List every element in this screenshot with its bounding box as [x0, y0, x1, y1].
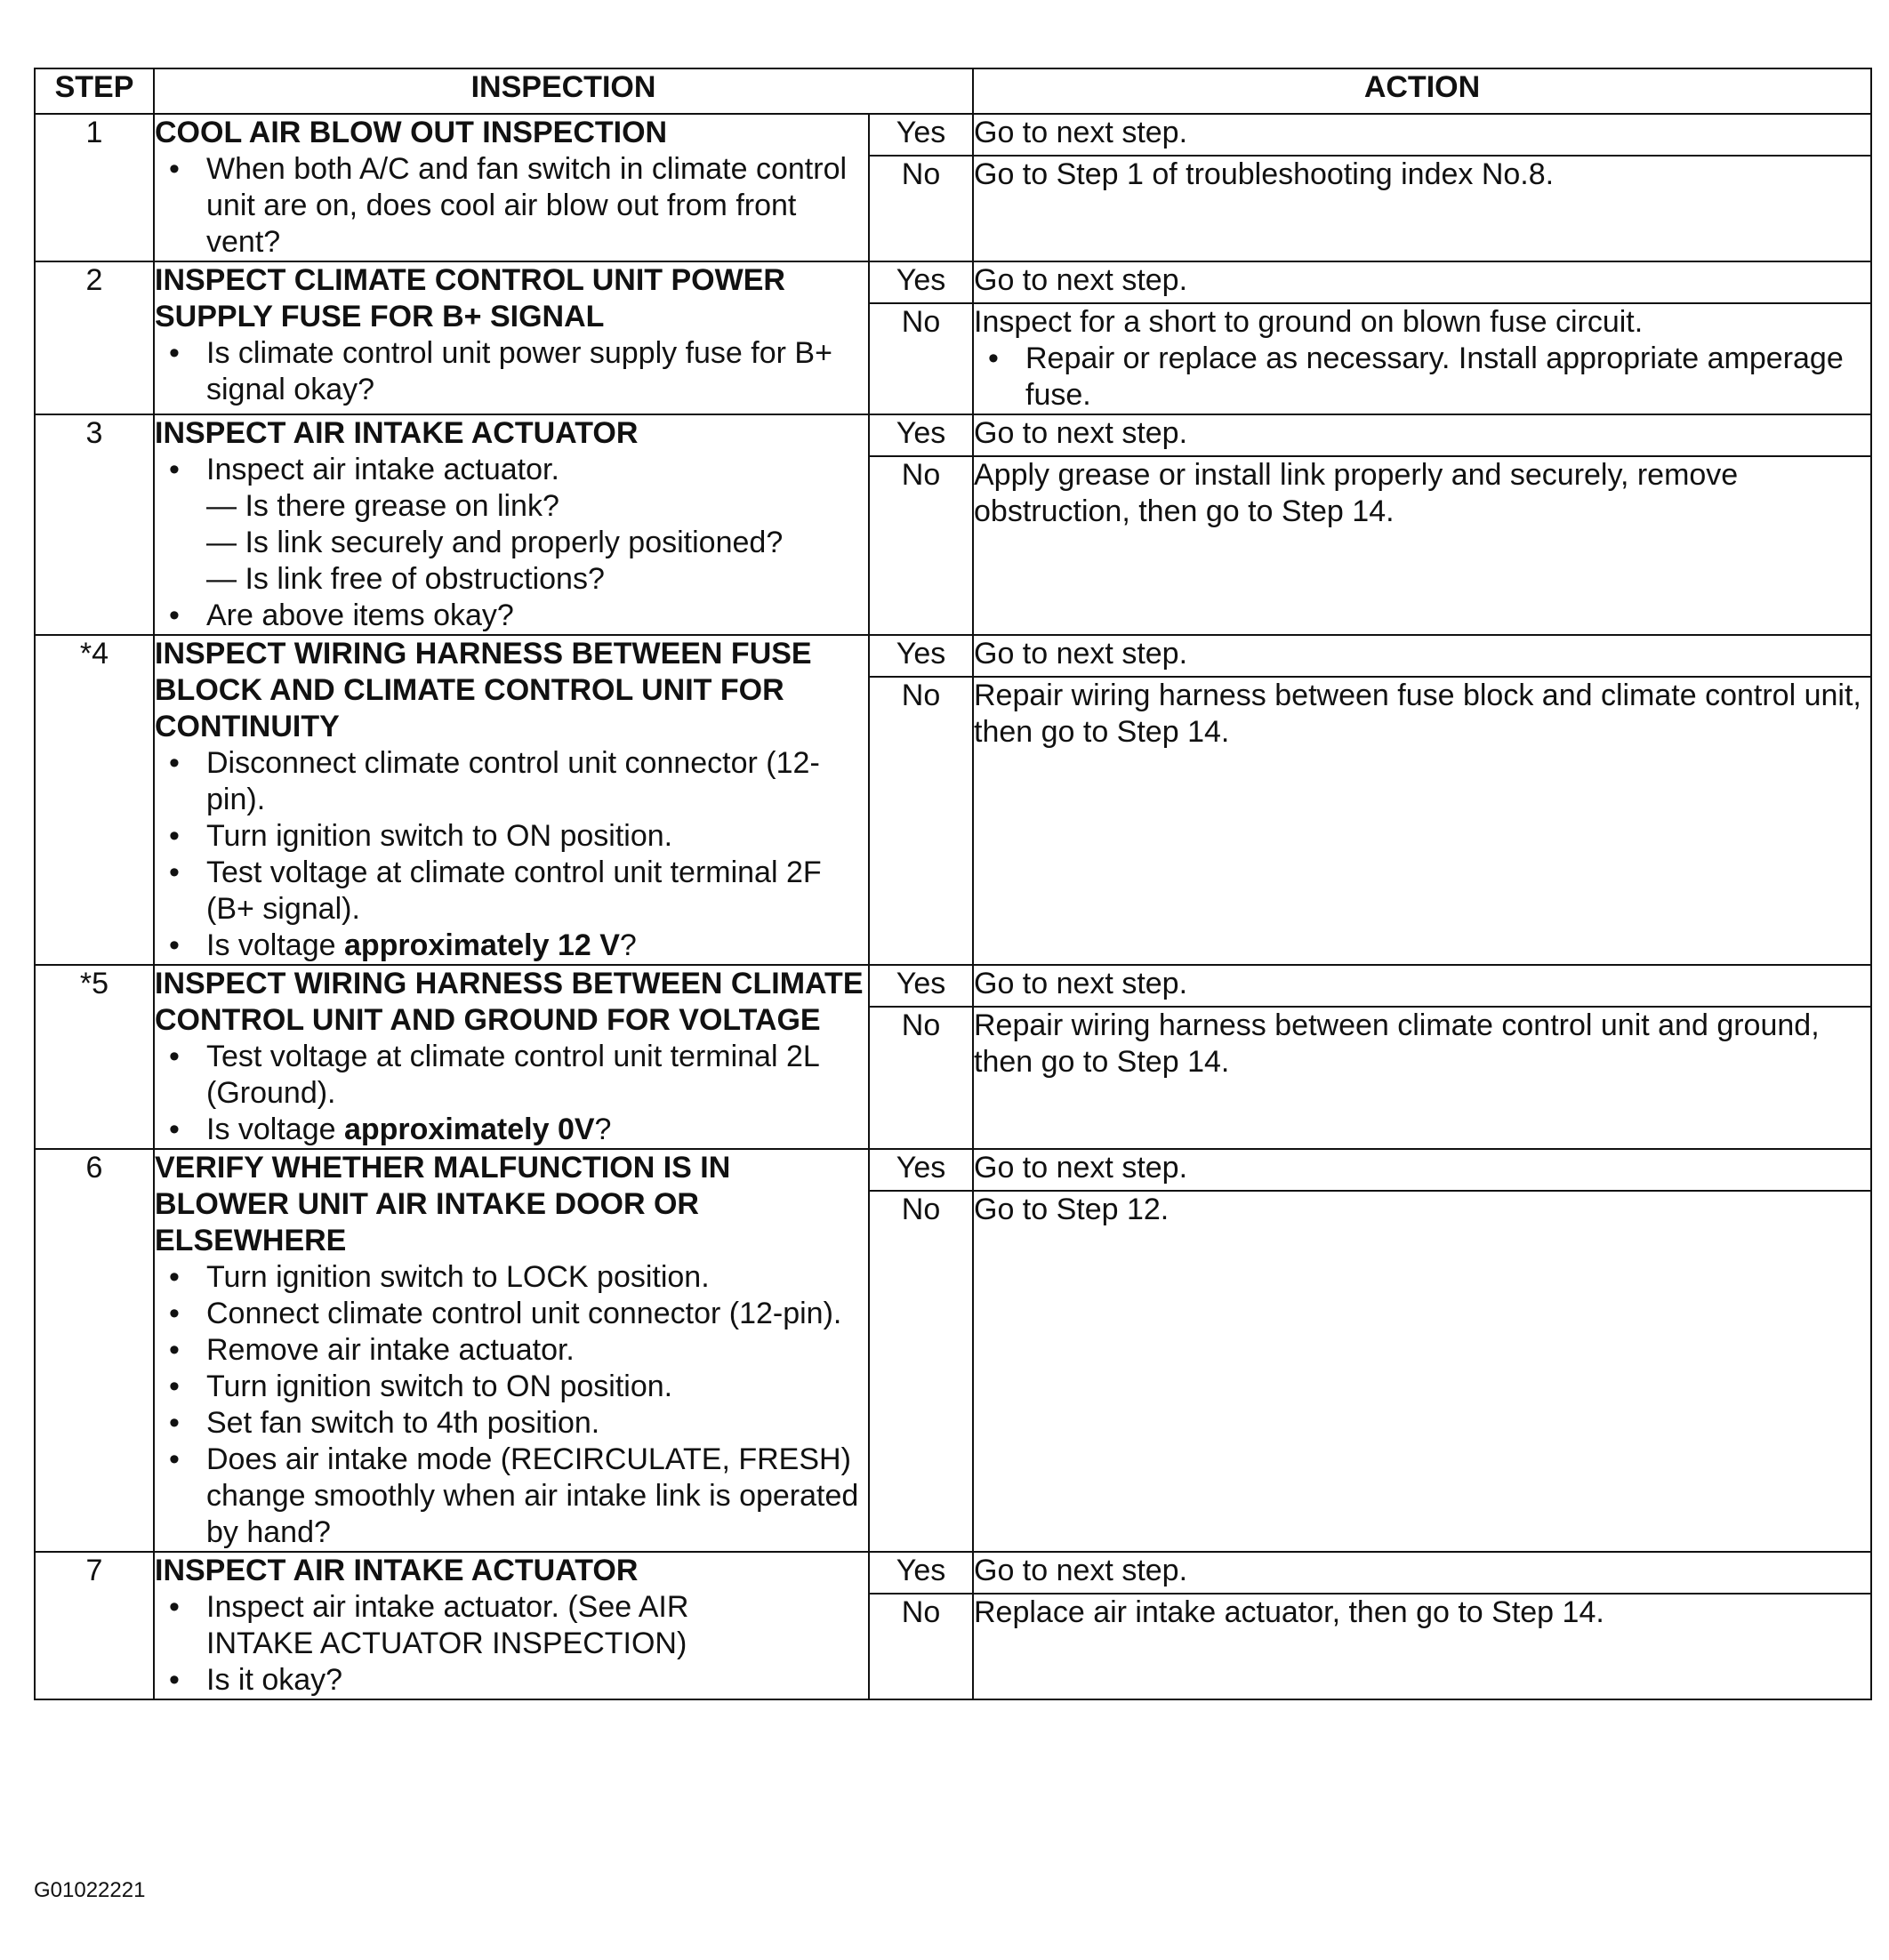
troubleshooting-table	[34, 68, 1872, 1700]
inspection-title: INSPECT AIR INTAKE ACTUATOR	[155, 1554, 639, 1587]
no-label: No	[869, 1007, 973, 1149]
no-action: Inspect for a short to ground on blown fuse circuit.	[974, 305, 1644, 339]
yes-label: Yes	[869, 965, 973, 1007]
yes-label: Yes	[869, 1149, 973, 1191]
step-number: 1	[35, 114, 154, 261]
yes-action: Go to next step.	[973, 414, 1871, 456]
dash-item: — Is link securely and properly positioned?	[206, 526, 784, 559]
step-5-inspection	[154, 965, 869, 1149]
no-action: Repair wiring harness between fuse block and climate control unit, then go to Step 14.	[973, 677, 1871, 965]
bullet-emphasis: approximately 0V	[343, 1113, 595, 1146]
inspection-bullet: • Test voltage at climate control unit terminal 2L (Ground).	[155, 1039, 868, 1112]
step-number: 3	[35, 414, 154, 635]
step-7-inspection	[154, 1552, 869, 1699]
bullet-suffix: ?	[619, 928, 637, 962]
step-7-yes-row	[35, 1552, 1871, 1594]
step-4-yes-row	[35, 635, 1871, 677]
yes-action: Go to next step.	[973, 114, 1871, 156]
inspection-bullet	[155, 928, 868, 964]
header-step: STEP	[35, 68, 154, 114]
no-label: No	[869, 156, 973, 261]
no-label: No	[869, 1191, 973, 1552]
action-bullet: • Repair or replace as necessary. Install appropriate amperage fuse.	[974, 341, 1870, 414]
bullet-prefix: Is voltage	[206, 928, 344, 962]
yes-label: Yes	[869, 1552, 973, 1594]
yes-label: Yes	[869, 114, 973, 156]
inspection-bullet: • Inspect air intake actuator. (See AIR INTAKE ACTUATOR INSPECTION)	[155, 1589, 868, 1662]
no-action: Replace air intake actuator, then go to Step 14.	[973, 1594, 1871, 1699]
inspection-bullet: • Remove air intake actuator.	[155, 1332, 868, 1369]
step-number: *5	[35, 965, 154, 1149]
step-2-yes-row	[35, 261, 1871, 303]
inspection-bullet: • Turn ignition switch to LOCK position.	[155, 1259, 868, 1296]
inspection-bullet: • Test voltage at climate control unit terminal 2F (B+ signal).	[155, 855, 868, 928]
yes-action: Go to next step.	[973, 1149, 1871, 1191]
bullet-prefix: Is voltage	[206, 1113, 344, 1146]
no-label: No	[869, 303, 973, 414]
no-label: No	[869, 677, 973, 965]
step-1-inspection	[154, 114, 869, 261]
inspection-bullet-text: • Inspect air intake actuator.	[206, 453, 559, 486]
step-2-inspection	[154, 261, 869, 414]
inspection-bullet: • Set fan switch to 4th position.	[155, 1405, 868, 1442]
no-label: No	[869, 1594, 973, 1699]
yes-label: Yes	[869, 414, 973, 456]
inspection-title: COOL AIR BLOW OUT INSPECTION	[155, 116, 668, 149]
yes-label: Yes	[869, 261, 973, 303]
inspection-bullet: • Does air intake mode (RECIRCULATE, FRESH) change smoothly when air intake link is operated by hand?	[155, 1442, 868, 1551]
inspection-title: INSPECT WIRING HARNESS BETWEEN FUSE BLOCK AND CLIMATE CONTROL UNIT FOR CONTINUITY	[155, 637, 812, 743]
dash-item: — Is there grease on link?	[206, 489, 559, 523]
step-1-yes-row	[35, 114, 1871, 156]
step-number: 2	[35, 261, 154, 414]
step-5-yes-row	[35, 965, 1871, 1007]
inspection-bullet: • Connect climate control unit connector (12-pin).	[155, 1296, 868, 1332]
yes-action: Go to next step.	[973, 965, 1871, 1007]
step-6-inspection	[154, 1149, 869, 1552]
no-action: Repair wiring harness between climate control unit and ground, then go to Step 14.	[973, 1007, 1871, 1149]
inspection-bullet: • Is it okay?	[155, 1662, 868, 1699]
dash-item: — Is link free of obstructions?	[206, 562, 605, 596]
yes-action: Go to next step.	[973, 635, 1871, 677]
no-action-block	[973, 303, 1871, 414]
header-inspection: INSPECTION	[154, 68, 973, 114]
no-action: Apply grease or install link properly and securely, remove obstruction, then go to Step 14.	[973, 456, 1871, 635]
step-6-yes-row	[35, 1149, 1871, 1191]
step-4-inspection	[154, 635, 869, 965]
inspection-bullet: • Turn ignition switch to ON position.	[155, 818, 868, 855]
inspection-title: VERIFY WHETHER MALFUNCTION IS IN BLOWER UNIT AIR INTAKE DOOR OR ELSEWHERE	[155, 1151, 731, 1257]
inspection-bullet	[155, 452, 868, 598]
step-number: 6	[35, 1149, 154, 1552]
inspection-title: INSPECT WIRING HARNESS BETWEEN CLIMATE CONTROL UNIT AND GROUND FOR VOLTAGE	[155, 967, 864, 1037]
header-action: ACTION	[973, 68, 1871, 114]
yes-action: Go to next step.	[973, 261, 1871, 303]
inspection-bullet: • Are above items okay?	[155, 598, 868, 634]
bullet-suffix: ?	[594, 1113, 612, 1146]
table-header-row	[35, 68, 1871, 114]
step-number: *4	[35, 635, 154, 965]
bullet-emphasis: approximately 12 V	[343, 928, 620, 962]
inspection-bullet: • When both A/C and fan switch in climate control unit are on, does cool air blow out from front vent?	[155, 151, 868, 261]
step-number: 7	[35, 1552, 154, 1699]
inspection-bullet: • Disconnect climate control unit connector (12-pin).	[155, 745, 868, 818]
inspection-title: INSPECT AIR INTAKE ACTUATOR	[155, 416, 639, 450]
figure-id: G01022221	[34, 1878, 146, 1902]
inspection-bullet: • Turn ignition switch to ON position.	[155, 1369, 868, 1405]
yes-label: Yes	[869, 635, 973, 677]
step-3-inspection	[154, 414, 869, 635]
inspection-bullet: • Is climate control unit power supply fuse for B+ signal okay?	[155, 335, 868, 408]
no-label: No	[869, 456, 973, 635]
yes-action: Go to next step.	[973, 1552, 1871, 1594]
inspection-title: INSPECT CLIMATE CONTROL UNIT POWER SUPPLY FUSE FOR B+ SIGNAL	[155, 263, 785, 333]
no-action: Go to Step 1 of troubleshooting index No.8.	[973, 156, 1871, 261]
inspection-bullet	[155, 1112, 868, 1148]
no-action: Go to Step 12.	[973, 1191, 1871, 1552]
step-3-yes-row	[35, 414, 1871, 456]
